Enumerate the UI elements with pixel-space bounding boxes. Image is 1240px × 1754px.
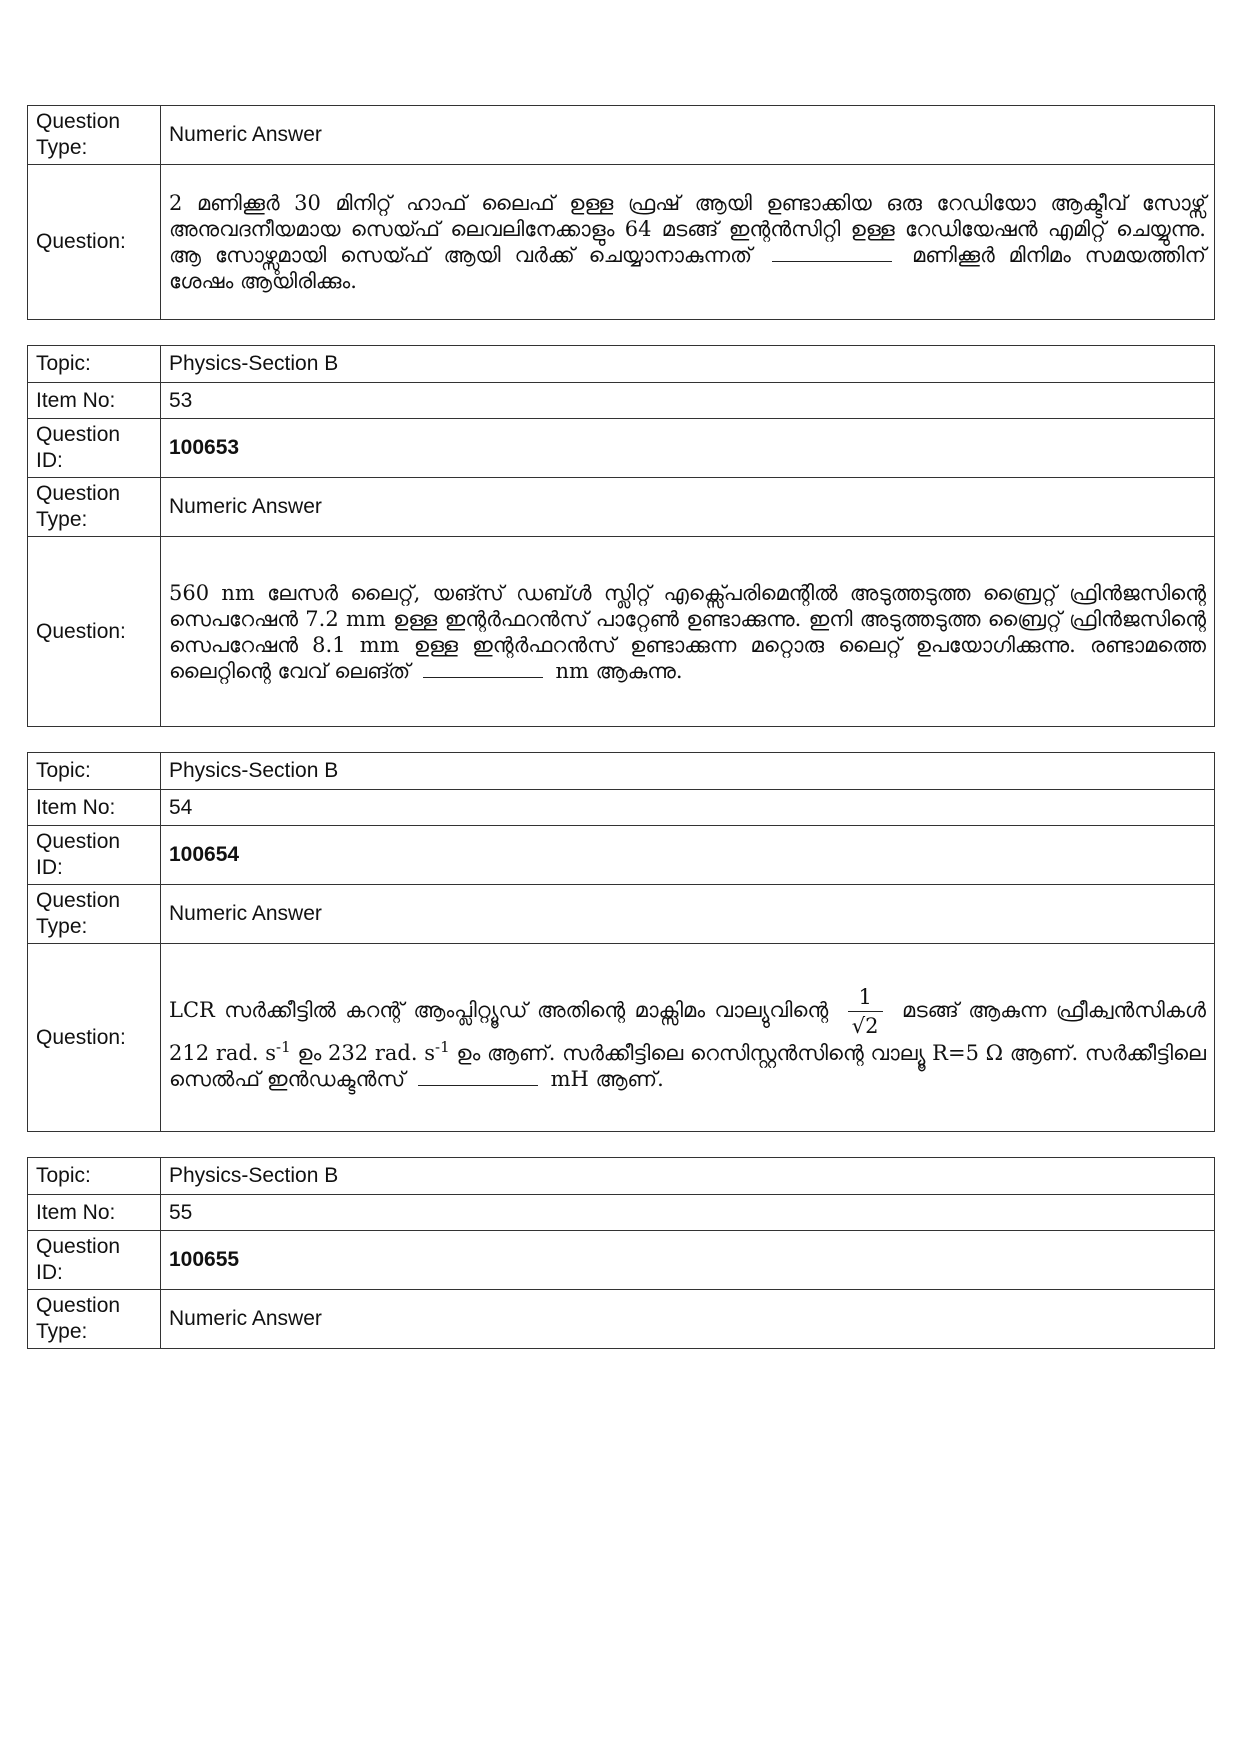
question-type-label: Question Type: xyxy=(28,478,161,537)
fraction-numerator: 1 xyxy=(848,983,883,1012)
item-no-label: Item No: xyxy=(28,790,161,826)
item-no-label: Item No: xyxy=(28,1195,161,1231)
question-type-value: Numeric Answer xyxy=(161,106,1215,165)
question-id-label: Question ID: xyxy=(28,1231,161,1290)
question-block-54 xyxy=(27,752,1215,1132)
topic-label: Topic: xyxy=(28,1158,161,1195)
question-type-value: Numeric Answer xyxy=(161,1290,1215,1349)
answer-blank xyxy=(772,260,892,262)
question-text-end: mH ആണ്. xyxy=(550,1067,664,1091)
question-id-label: Question ID: xyxy=(28,826,161,885)
question-type-label: Question Type: xyxy=(28,106,161,165)
question-text xyxy=(161,537,1215,727)
topic-value: Physics-Section B xyxy=(161,1158,1215,1195)
fraction-denominator: √2 xyxy=(851,1014,879,1038)
question-id-value: 100654 xyxy=(161,826,1215,885)
exponent: -1 xyxy=(435,1038,450,1056)
question-text-main: LCR സർക്കീട്ടിൽ കറന്റ് ആംപ്ലിറ്റ്യൂഡ് അതിന്റെ മാക്സിമം വാല്യുവിന്റെ xyxy=(169,998,829,1022)
fraction xyxy=(848,983,883,1040)
question-id-label: Question ID: xyxy=(28,419,161,478)
exponent: -1 xyxy=(276,1038,291,1056)
item-no-value: 53 xyxy=(161,383,1215,419)
item-no-label: Item No: xyxy=(28,383,161,419)
topic-label: Topic: xyxy=(28,346,161,383)
question-id-value: 100655 xyxy=(161,1231,1215,1290)
question-text-end: nm ആകുന്നു. xyxy=(555,658,683,683)
topic-value: Physics-Section B xyxy=(161,346,1215,383)
question-type-label: Question Type: xyxy=(28,885,161,944)
topic-value: Physics-Section B xyxy=(161,753,1215,790)
question-block-53 xyxy=(27,345,1215,727)
question-type-value: Numeric Answer xyxy=(161,885,1215,944)
question-block-55 xyxy=(27,1157,1215,1349)
question-type-value: Numeric Answer xyxy=(161,478,1215,537)
topic-label: Topic: xyxy=(28,753,161,790)
question-type-label: Question Type: xyxy=(28,1290,161,1349)
question-text-main: 560 nm ലേസർ ലൈറ്റ്, യങ്സ് ഡബ്ൾ സ്ലിറ്റ് എക്സ്പെരിമെന്റിൽ അടുത്തടുത്ത ബ്രൈറ്റ് ഫ്രിൻജസിന്റെ സെപറേഷൻ 7.2 mm ഉള്ള ഇന്റർഫറൻസ് പാറ്റേൺ ഉണ്ടാക്കുന്നു. ഇനി അടുത്തടുത്ത ബ്രൈറ്റ് ഫ്രിൻജസിന്റെ സെപറേഷൻ 8.1 mm ഉള്ള ഇന്റർഫറൻസ് ഉണ്ടാക്കുന്ന മറ്റൊരു ലൈറ്റ് ഉപയോഗിക്കുന്നു. രണ്ടാമത്തെ ലൈറ്റിന്റെ വേവ് ലെങ്ത് xyxy=(169,580,1206,683)
question-block-52-continued xyxy=(27,105,1215,320)
question-label: Question: xyxy=(28,165,161,320)
answer-blank xyxy=(418,1084,538,1086)
question-text-mid2: ഉം 232 rad. s xyxy=(297,1041,436,1065)
question-label: Question: xyxy=(28,944,161,1132)
question-id-value: 100653 xyxy=(161,419,1215,478)
item-no-value: 55 xyxy=(161,1195,1215,1231)
answer-blank xyxy=(423,676,543,678)
item-no-value: 54 xyxy=(161,790,1215,826)
question-label: Question: xyxy=(28,537,161,727)
question-text-mid3: ഉം ആണ്. സർക്കീട്ടിലെ റെസിസ്റ്റൻസിന്റെ വാല്യൂ R=5 Ω ആണ്. സർക്കീട്ടിലെ സെൽഫ് ഇൻഡക്ടൻസ് xyxy=(169,1041,1206,1091)
question-text xyxy=(161,944,1215,1132)
question-text xyxy=(161,165,1215,320)
question-text-main: 2 മണിക്കൂർ 30 മിനിറ്റ് ഹാഫ് ലൈഫ് ഉള്ള ഫ്രഷ് ആയി ഉണ്ടാക്കിയ ഒരു റേഡിയോ ആക്ടീവ് സോഴ്സ് അനുവദനീയമായ സെയ്ഫ് ലെവലിനേക്കാളും 64 മടങ്ങ് ഇന്റൻസിറ്റി ഉള്ള റേഡിയേഷൻ എമിറ്റ് ചെയ്യുന്നു. ആ സോഴ്സുമായി സെയ്ഫ് ആയി വർക്ക് ചെയ്യാനാകുന്നത് xyxy=(169,191,1206,267)
question-text-mid: മടങ്ങ് ആകുന്ന ഫ്രീക്വൻസികൾ 212 rad. s xyxy=(169,998,1206,1065)
question-text-end: മണിക്കൂർ മിനിമം സമയത്തിന് ശേഷം ആയിരിക്കും. xyxy=(169,243,1206,293)
